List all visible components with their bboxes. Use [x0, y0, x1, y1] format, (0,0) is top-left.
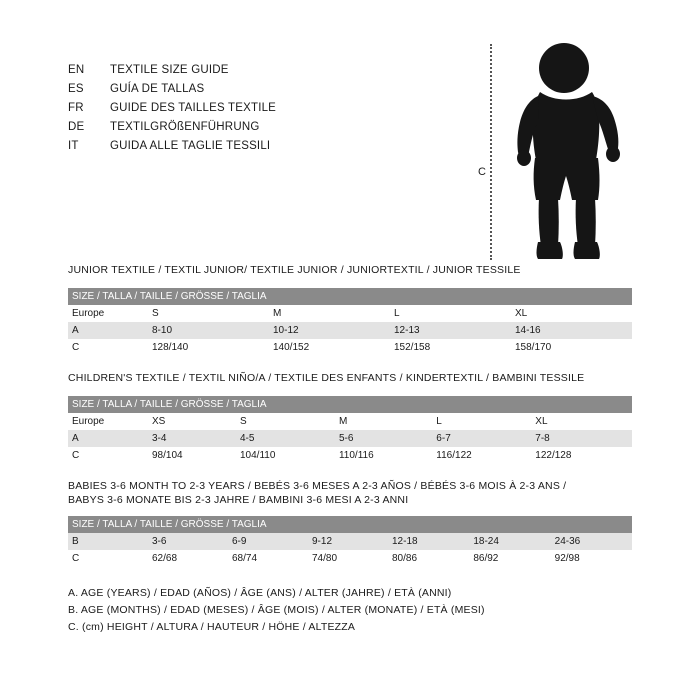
children-size-table — [68, 396, 632, 464]
language-row — [68, 100, 448, 116]
size-cell: L — [390, 305, 511, 322]
value-cell: 110/116 — [335, 447, 432, 464]
language-code: DE — [68, 121, 85, 133]
language-code: IT — [68, 140, 79, 152]
value-cell: 8-10 — [148, 322, 269, 339]
size-cell: M — [269, 305, 390, 322]
row-label: C — [68, 447, 148, 464]
language-row — [68, 138, 448, 154]
value-cell: 9-12 — [308, 533, 388, 550]
table-row — [68, 447, 632, 464]
language-title: GUÍA DE TALLAS — [110, 83, 205, 95]
value-cell: 4-5 — [236, 430, 335, 447]
babies-size-table — [68, 516, 632, 567]
value-cell: 6-9 — [228, 533, 308, 550]
value-cell: 10-12 — [269, 322, 390, 339]
footnote-c: C. (cm) HEIGHT / ALTURA / HAUTEUR / HÖHE / ALTEZZA — [68, 621, 356, 633]
language-title: GUIDA ALLE TAGLIE TESSILI — [110, 140, 271, 152]
table-header-row — [68, 396, 632, 413]
value-cell: 6-7 — [432, 430, 531, 447]
value-cell: 24-36 — [551, 533, 632, 550]
section-title-babies-line2: BABYS 3-6 MONATE BIS 2-3 JAHRE / BAMBINI 3-6 MESI A 2-3 ANNI — [68, 494, 409, 506]
value-cell: 68/74 — [228, 550, 308, 567]
table-header-row — [68, 516, 632, 533]
language-code: EN — [68, 64, 85, 76]
table-row — [68, 305, 632, 322]
value-cell: 158/170 — [511, 339, 632, 356]
table-row — [68, 339, 632, 356]
section-title-junior: JUNIOR TEXTILE / TEXTIL JUNIOR/ TEXTILE JUNIOR / JUNIORTEXTIL / JUNIOR TESSILE — [68, 264, 521, 276]
size-cell: XS — [148, 413, 236, 430]
value-cell: 98/104 — [148, 447, 236, 464]
value-cell: 92/98 — [551, 550, 632, 567]
height-dotted-line — [490, 44, 492, 260]
table-row — [68, 413, 632, 430]
value-cell: 18-24 — [469, 533, 550, 550]
value-cell: 116/122 — [432, 447, 531, 464]
value-cell: 3-6 — [148, 533, 228, 550]
size-header-label: SIZE / TALLA / TAILLE / GRÖSSE / TAGLIA — [68, 288, 632, 305]
table-row — [68, 533, 632, 550]
size-cell: S — [236, 413, 335, 430]
language-row — [68, 81, 448, 97]
value-cell: 12-13 — [390, 322, 511, 339]
size-header-label: SIZE / TALLA / TAILLE / GRÖSSE / TAGLIA — [68, 516, 632, 533]
section-title-children: CHILDREN'S TEXTILE / TEXTIL NIÑO/A / TEXTILE DES ENFANTS / KINDERTEXTIL / BAMBINI TESSILE — [68, 372, 585, 384]
value-cell: 152/158 — [390, 339, 511, 356]
value-cell: 62/68 — [148, 550, 228, 567]
section-title-babies: BABIES 3-6 MONTH TO 2-3 YEARS / BEBÉS 3-6 MESES A 2-3 AÑOS / BÉBÉS 3-6 MOIS À 2-3 ANS / — [68, 480, 567, 492]
value-cell: 86/92 — [469, 550, 550, 567]
size-cell: M — [335, 413, 432, 430]
size-cell: L — [432, 413, 531, 430]
table-row — [68, 430, 632, 447]
value-cell: 104/110 — [236, 447, 335, 464]
row-label: A — [68, 322, 148, 339]
table-header-row — [68, 288, 632, 305]
size-cell: S — [148, 305, 269, 322]
size-cell: XL — [511, 305, 632, 322]
value-cell: 74/80 — [308, 550, 388, 567]
footnotes — [68, 585, 485, 636]
language-row — [68, 119, 448, 135]
junior-size-table — [68, 288, 632, 356]
value-cell: 5-6 — [335, 430, 432, 447]
value-cell: 122/128 — [531, 447, 632, 464]
footnote-b: B. AGE (MONTHS) / EDAD (MESES) / ÂGE (MOIS) / ALTER (MONATE) / ETÀ (MESI) — [68, 604, 485, 616]
row-label: A — [68, 430, 148, 447]
size-header-label: SIZE / TALLA / TAILLE / GRÖSSE / TAGLIA — [68, 396, 632, 413]
value-cell: 7-8 — [531, 430, 632, 447]
value-cell: 12-18 — [388, 533, 469, 550]
language-title: TEXTILGRÖßENFÜHRUNG — [110, 121, 260, 133]
value-cell: 14-16 — [511, 322, 632, 339]
row-label-europe: Europe — [68, 305, 148, 322]
language-code: FR — [68, 102, 84, 114]
value-cell: 140/152 — [269, 339, 390, 356]
footnote-a: A. AGE (YEARS) / EDAD (AÑOS) / ÂGE (ANS) / ALTER (JAHRE) / ETÀ (ANNI) — [68, 587, 452, 599]
value-cell: 3-4 — [148, 430, 236, 447]
row-label: C — [68, 550, 148, 567]
language-title-block — [68, 62, 448, 157]
language-title: GUIDE DES TAILLES TEXTILE — [110, 102, 277, 114]
height-measure-label: C — [478, 166, 486, 178]
language-title: TEXTILE SIZE GUIDE — [110, 64, 229, 76]
table-row — [68, 550, 632, 567]
row-label-europe: Europe — [68, 413, 148, 430]
value-cell: 80/86 — [388, 550, 469, 567]
size-cell: XL — [531, 413, 632, 430]
table-row — [68, 322, 632, 339]
language-row — [68, 62, 448, 78]
row-label: B — [68, 533, 148, 550]
value-cell: 128/140 — [148, 339, 269, 356]
language-code: ES — [68, 83, 84, 95]
height-measure-figure — [468, 40, 648, 265]
row-label: C — [68, 339, 148, 356]
child-silhouette-icon — [506, 40, 646, 265]
